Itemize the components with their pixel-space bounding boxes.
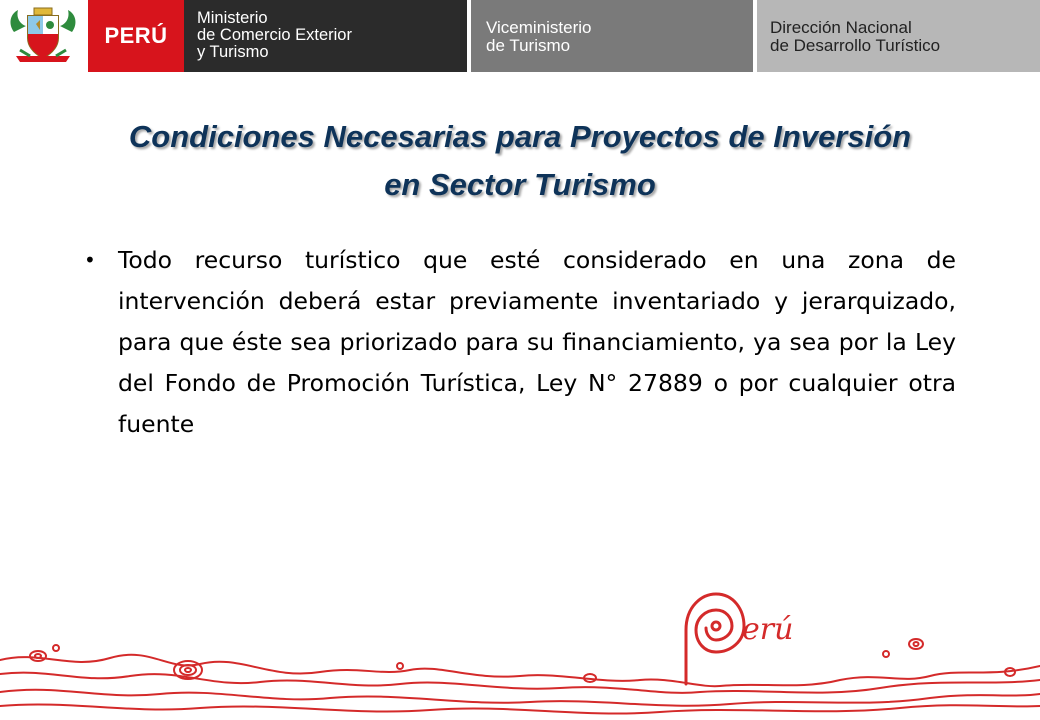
direccion-line-1: Dirección Nacional: [770, 18, 912, 37]
bullet-marker: •: [84, 248, 96, 272]
bullet-text: Todo recurso turístico que esté considerado en una zona de intervención deberá estar previamente inventariado y jerarquizado, para que éste sea priorizado para su financiamiento, ya sea por la Ley del Fondo de Promoción Turística, Ley N° 27889 o por cualquier otra fuente: [118, 246, 956, 438]
slide-title-line-1: Condiciones Necesarias para Proyectos de Inversión: [128, 119, 912, 154]
direccion-line-2: de Desarrollo Turístico: [770, 36, 941, 55]
ministerio-line-2: de Comercio Exterior: [197, 26, 352, 44]
direccion-block: [757, 0, 1040, 72]
viceministerio-line-2: de Turismo: [486, 36, 571, 55]
ministerio-block: [184, 0, 467, 72]
slide-title: [40, 113, 1000, 209]
viceministerio-line-1: Viceministerio: [486, 18, 592, 37]
slide-title-line-2: en Sector Turismo: [384, 167, 656, 202]
peru-brand-label: PERÚ: [88, 0, 184, 72]
ministerio-line-3: y Turismo: [197, 43, 269, 61]
ministerio-line-1: Ministerio: [197, 9, 268, 27]
peru-coat-of-arms-icon: [6, 4, 80, 68]
viceministerio-block: [471, 0, 753, 72]
header-banner: [0, 0, 1040, 72]
marca-peru-spiral-logo-icon: [672, 580, 822, 690]
marca-peru-text: erú: [742, 612, 794, 647]
red-swirl-line-icon: [0, 580, 1040, 720]
